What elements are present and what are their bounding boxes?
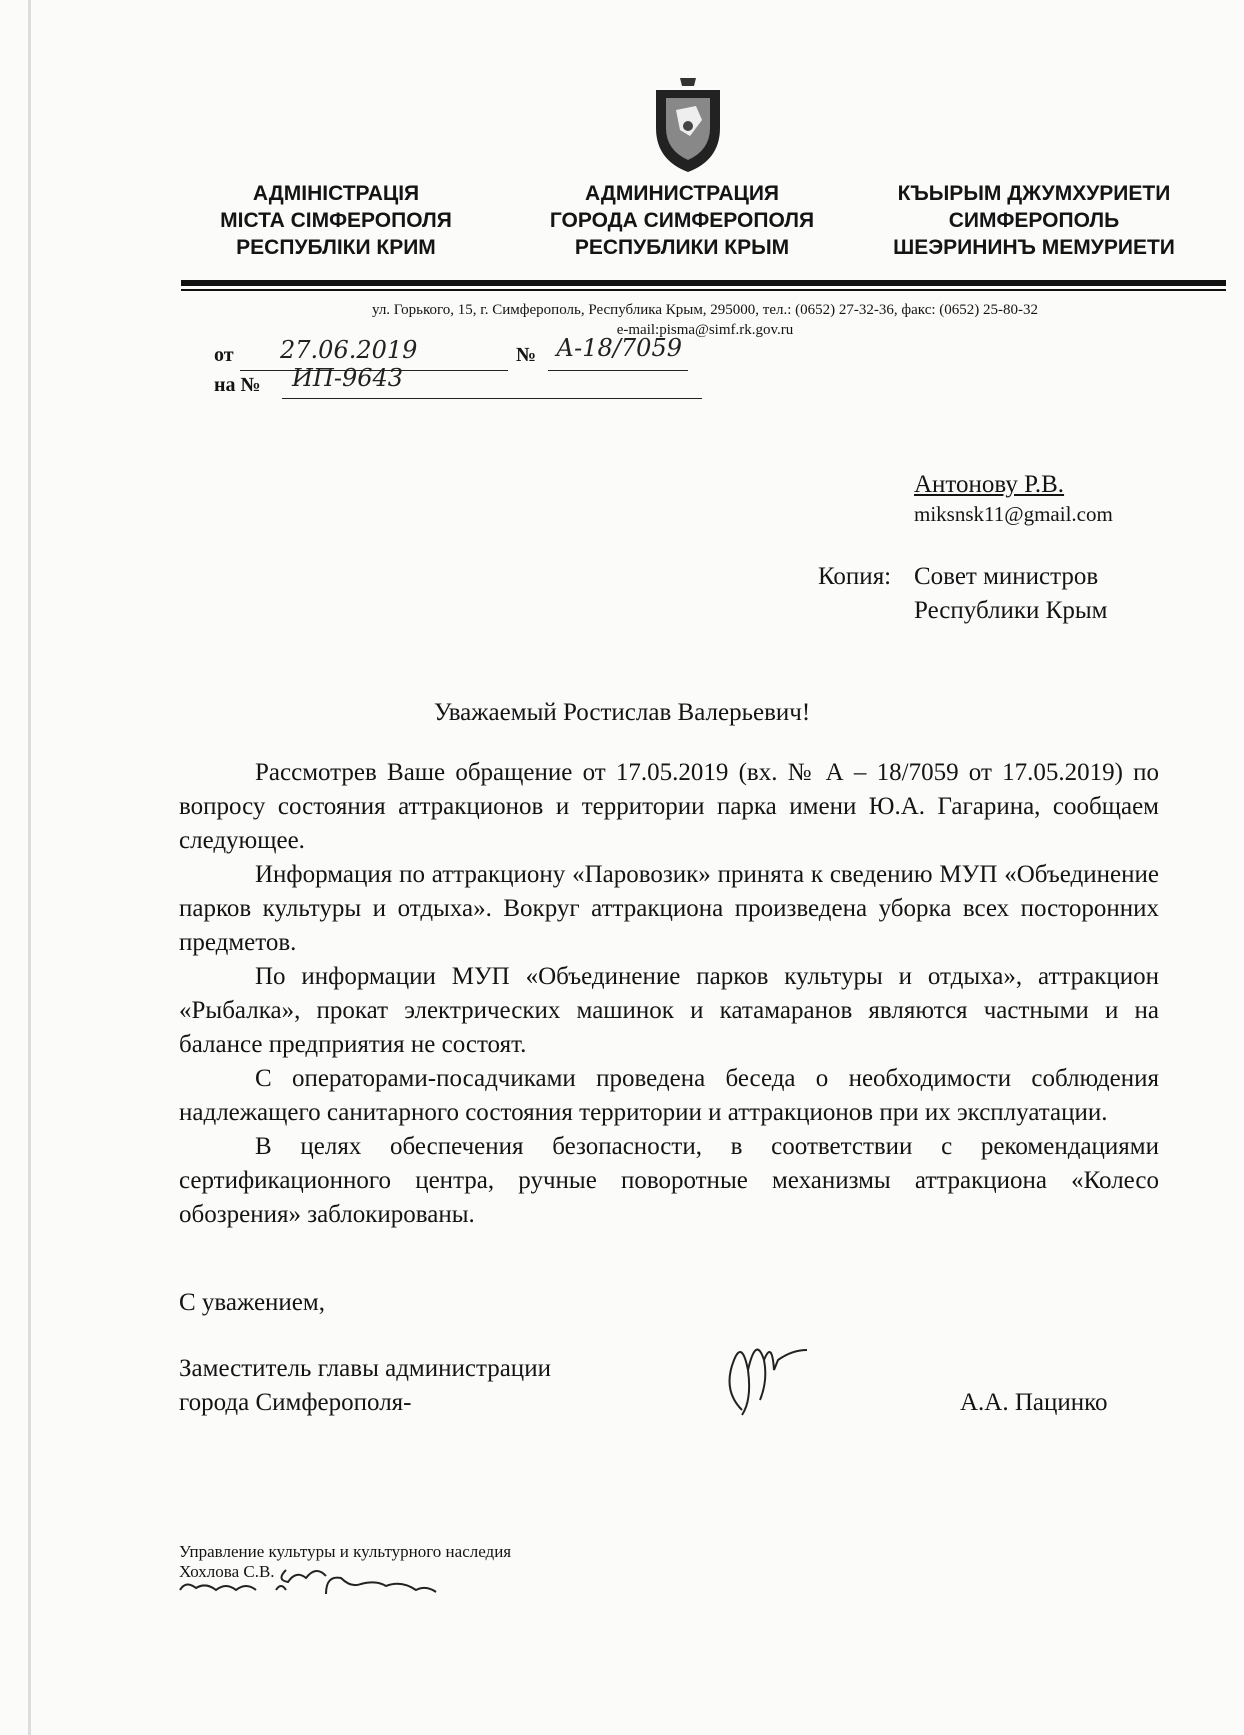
number-line	[548, 370, 688, 371]
greeting: Уважаемый Ростислав Валерьевич!	[433, 699, 811, 726]
re-number: ИП-9643	[292, 364, 404, 392]
signature	[712, 1330, 812, 1420]
copy-recipient-1: Совет министров	[914, 563, 1099, 590]
recipient-name: Антонову Р.В.	[914, 471, 1065, 498]
header-crimean-tatar: КЪЫРЫМ ДЖУМХУРИЕТИ СИМФЕРОПОЛЬ ШЕЭРИНИНЪ МЕМУРИЕТИ	[893, 182, 1175, 259]
paragraph: В целях обеспечения безопасности, в соответствии с рекомендациями сертификационного центра, ручные поворотные механизмы аттракциона «Колесо обозрения» заблокированы.	[179, 1133, 1159, 1228]
header-divider-thin	[181, 289, 1226, 291]
address: ул. Горького, 15, г. Симферополь, Республика Крым, 295000, тел.: (0652) 27-32-36, факс: (0652) 25-80-32	[371, 302, 1038, 318]
letter-body	[179, 756, 1159, 1232]
signer-name: А.А. Пацинко	[960, 1389, 1108, 1416]
re-line	[282, 398, 702, 399]
signer-title-1: Заместитель главы администрации	[179, 1355, 551, 1382]
header-russian: АДМИНИСТРАЦИЯ ГОРОДА СИМФЕРОПОЛЯ РЕСПУБЛИКИ КРЫМ	[549, 182, 815, 259]
paragraph: С операторами-посадчиками проведена беседа о необходимости соблюдения надлежащего санитарного состояния территории и аттракционов при их эксплуатации.	[179, 1065, 1159, 1126]
re-label: на №	[214, 374, 261, 396]
paragraph: Информация по аттракциону «Паровозик» принята к сведению МУП «Объединение парков культуры и отдыха». Вокруг аттракциона произведена уборка всех посторонних предметов.	[179, 861, 1159, 956]
signer-title-2: города Симферополя-	[179, 1389, 412, 1416]
coat-of-arms-emblem	[650, 76, 726, 176]
executor: Хохлова С.В.	[179, 1562, 275, 1581]
header-ukrainian: АДМІНІСТРАЦІЯ МІСТА СІМФЕРОПОЛЯ РЕСПУБЛІКИ КРИМ	[220, 182, 452, 259]
handwritten-note	[176, 1560, 536, 1600]
header-divider	[181, 280, 1226, 286]
department: Управление культуры и культурного наследия	[179, 1542, 512, 1561]
copy-label: Копия:	[818, 563, 892, 590]
closing: С уважением,	[179, 1289, 325, 1316]
letter-number: А-18/7059	[556, 334, 682, 362]
from-label: от	[214, 344, 234, 366]
recipient-email: miksnsk11@gmail.com	[914, 502, 1113, 526]
paragraph: По информации МУП «Объединение парков культуры и отдыха», аттракцион «Рыбалка», прокат электрических машинок и катамаранов являются частными и на балансе предприятия не состоят.	[179, 963, 1159, 1058]
letter-date: 27.06.2019	[280, 336, 418, 364]
paragraph: Рассмотрев Ваше обращение от 17.05.2019 (вх. № А – 18/7059 от 17.05.2019) по вопросу состояния аттракционов и территории парка имени Ю.А. Гагарина, сообщаем следующее.	[179, 759, 1159, 854]
number-label: №	[516, 344, 537, 366]
scan-edge	[28, 0, 31, 1735]
copy-recipient-2: Республики Крым	[914, 597, 1108, 624]
org-email: e-mail:pisma@simf.rk.gov.ru	[616, 322, 794, 338]
